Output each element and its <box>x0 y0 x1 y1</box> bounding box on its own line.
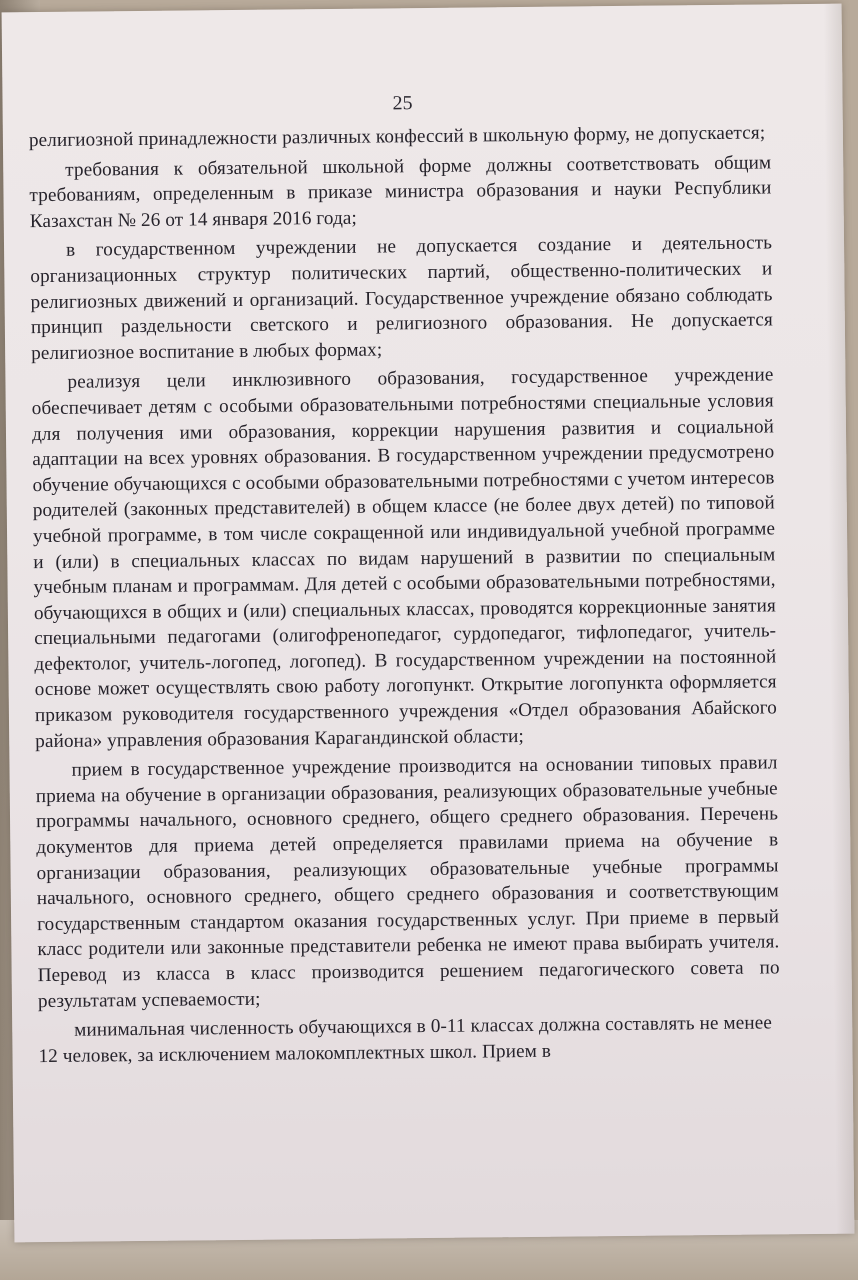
paragraph-1: религиозной принадлежности различных конфессий в школьную форму, не допускается; <box>28 122 766 152</box>
page-number: 25 <box>392 92 413 115</box>
paragraph-4: реализуя цели инклюзивного образования, государственное учреждение обеспечивает детям с особыми образовательными потребностями специальные условия для получения ими образования, коррекции нарушения развития и социальной адаптации на всех уровнях образования. В государственном учреждении предусмотрено обучение обучающихся с особыми образовательными потребностями с учетом интересов родителей (законных представителей) в общем классе (не более двух детей) по типовой учебной программе, в том числе сокращенной или индивидуальной учебной программе и (или) в специальных классах по видам нарушений в развитии по специальным учебным планам и программам. Для детей с особыми образовательными потребностями, обучающихся в общих и (или) специальных классах, проводятся коррекционные занятия специальными педагогами (олигофренопедагог, сурдопедагог, тифлопедагог, учитель-дефектолог, учитель-логопед, логопед). В государственном учреждении на постоянной основе может осуществлять свою работу логопункт. Открытие логопункта оформляется приказом руководителя государственного учреждения «Отдел образования Абайского района» управления образования Карагандинской области; <box>31 364 778 752</box>
document-page <box>2 4 855 1243</box>
document-body <box>29 120 781 1073</box>
paragraph-5: прием в государственное учреждение производится на основании типовых правил приема на обучение в организации образования, реализующих образовательные учебные программы начального, основного среднего, общего среднего образования. Перечень документов для приема детей определяется правилами приема на обучение в организации образования, реализующих образовательные учебные программы начального, основного среднего, общего среднего образования и соответствующим государственным стандартом оказания государственных услуг. При приеме в первый класс родители или законные представители ребенка не имеют права выбирать учителя. Перевод из класса в класс производится решением педагогического совета по результатам успеваемости; <box>35 752 780 1012</box>
paragraph-2: требования к обязательной школьной форме должны соответствовать общим требованиям, определенным в приказе министра образования и науки Республики Казахстан № 26 от 14 января 2016 года; <box>29 151 772 232</box>
paragraph-6: минимальная численность обучающихся в 0-11 классах должна составлять не менее 12 человек, за исключением малокомплектных школ. Прием в <box>38 1012 773 1067</box>
paragraph-3: в государственном учреждении не допускается создание и деятельность организационных структур политических партий, общественно-политических и религиозных движений и организаций. Государственное учреждение обязано соблюдать принцип раздельности светского и религиозного образования. Не допускается религиозное воспитание в любых формах; <box>30 232 773 364</box>
